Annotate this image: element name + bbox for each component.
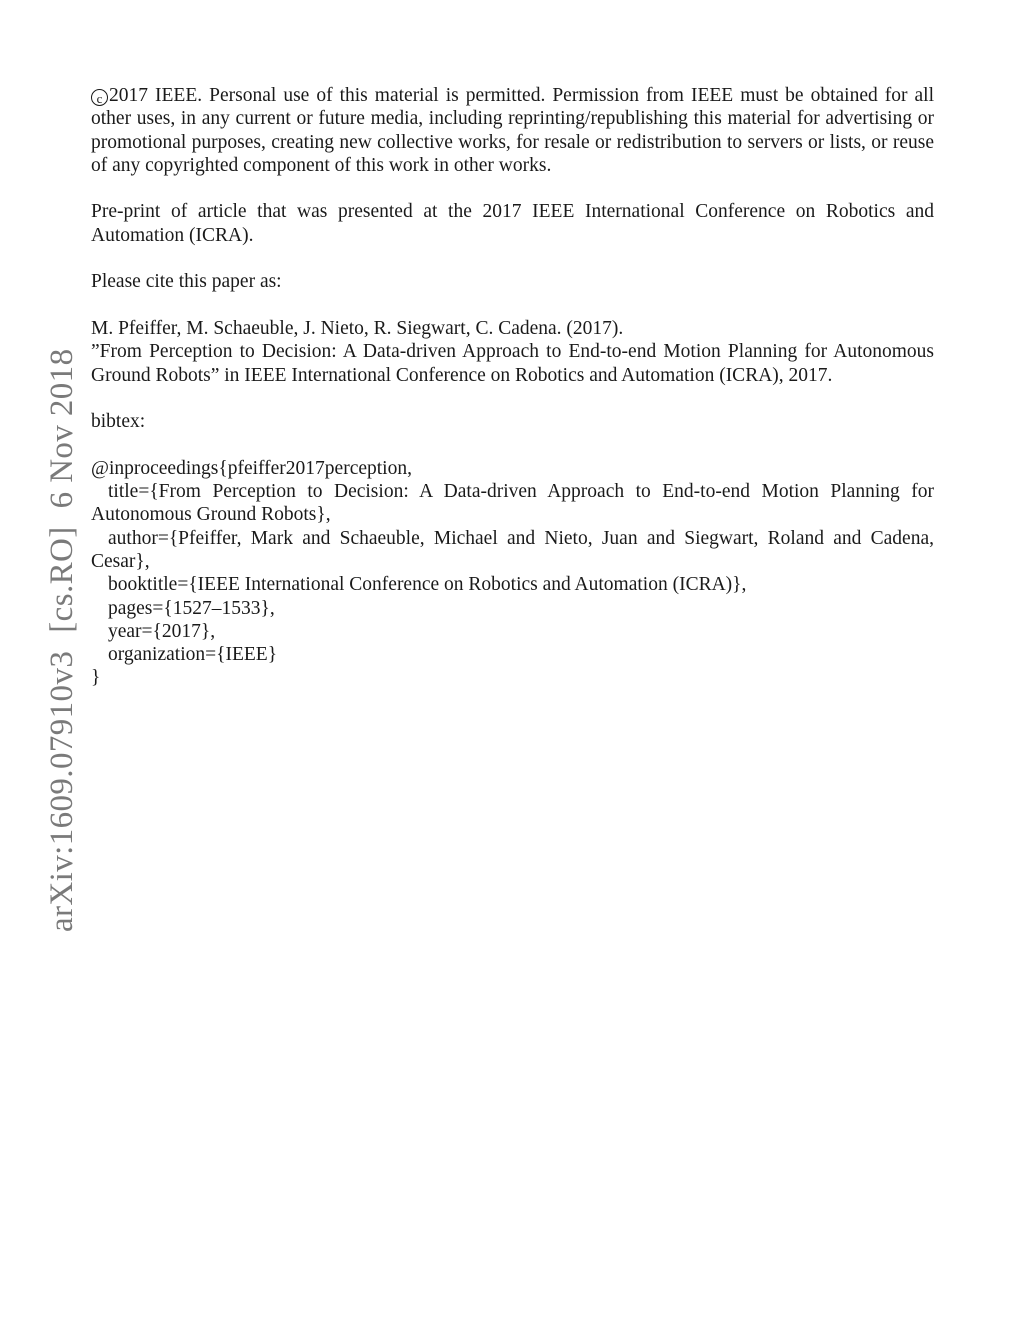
citation-title-line-1: ”From Perception to Decision: A Data-driven Approach to End-to-end Motion Planning for Autonomous (91, 341, 934, 363)
bibtex-booktitle: booktitle={IEEE International Conference on Robotics and Automation (ICRA)}, (108, 574, 747, 596)
cite-prompt: Please cite this paper as: (91, 271, 282, 293)
bibtex-entry (91, 457, 934, 690)
arxiv-category: [cs.RO] (44, 526, 80, 633)
bibtex-label: bibtex: (91, 411, 146, 433)
bibtex-pages: pages={1527–1533}, (108, 597, 275, 619)
copyright-symbol: c (91, 89, 108, 106)
citation-authors: M. Pfeiffer, M. Schaeuble, J. Nieto, R. Siegwart, C. Cadena. (2017). (91, 317, 624, 339)
document-body (91, 84, 934, 713)
bibtex-year: year={2017}, (108, 620, 216, 642)
copyright-text: 2017 IEEE. Personal use of this material is permitted. Permission from IEEE must be obtained for all other uses, in any current or future media, including reprinting/republishing this material for advertising or promotional purposes, creating new collective works, for resale or redistribution to servers or lists, or reuse of any copyrighted component of this work in other works. (91, 85, 934, 176)
bibtex-author-line-2: Cesar}, (91, 550, 150, 572)
bibtex-close: } (91, 667, 101, 689)
bibtex-title-line-2: Autonomous Ground Robots}, (91, 504, 331, 526)
arxiv-date: 6 Nov 2018 (44, 348, 80, 509)
bibtex-title-line-1: title={From Perception to Decision: A Data-driven Approach to End-to-end Motion Planning for (108, 481, 934, 503)
arxiv-id: arXiv:1609.07910v3 (44, 650, 80, 932)
arxiv-sidebar-stamp (44, 349, 81, 932)
bibtex-open: @inproceedings{pfeiffer2017perception, (91, 457, 412, 479)
citation-block (91, 317, 934, 387)
preprint-note: Pre-print of article that was presented at the 2017 IEEE International Conference on Robotics and Automation (ICRA). (91, 201, 934, 246)
bibtex-organization: organization={IEEE} (108, 644, 278, 666)
copyright-notice (91, 84, 934, 177)
citation-title-line-2: Ground Robots” in IEEE International Conference on Robotics and Automation (ICRA), 2017. (91, 364, 833, 386)
bibtex-author-line-1: author={Pfeiffer, Mark and Schaeuble, Michael and Nieto, Juan and Siegwart, Roland and Cadena, (108, 527, 934, 549)
